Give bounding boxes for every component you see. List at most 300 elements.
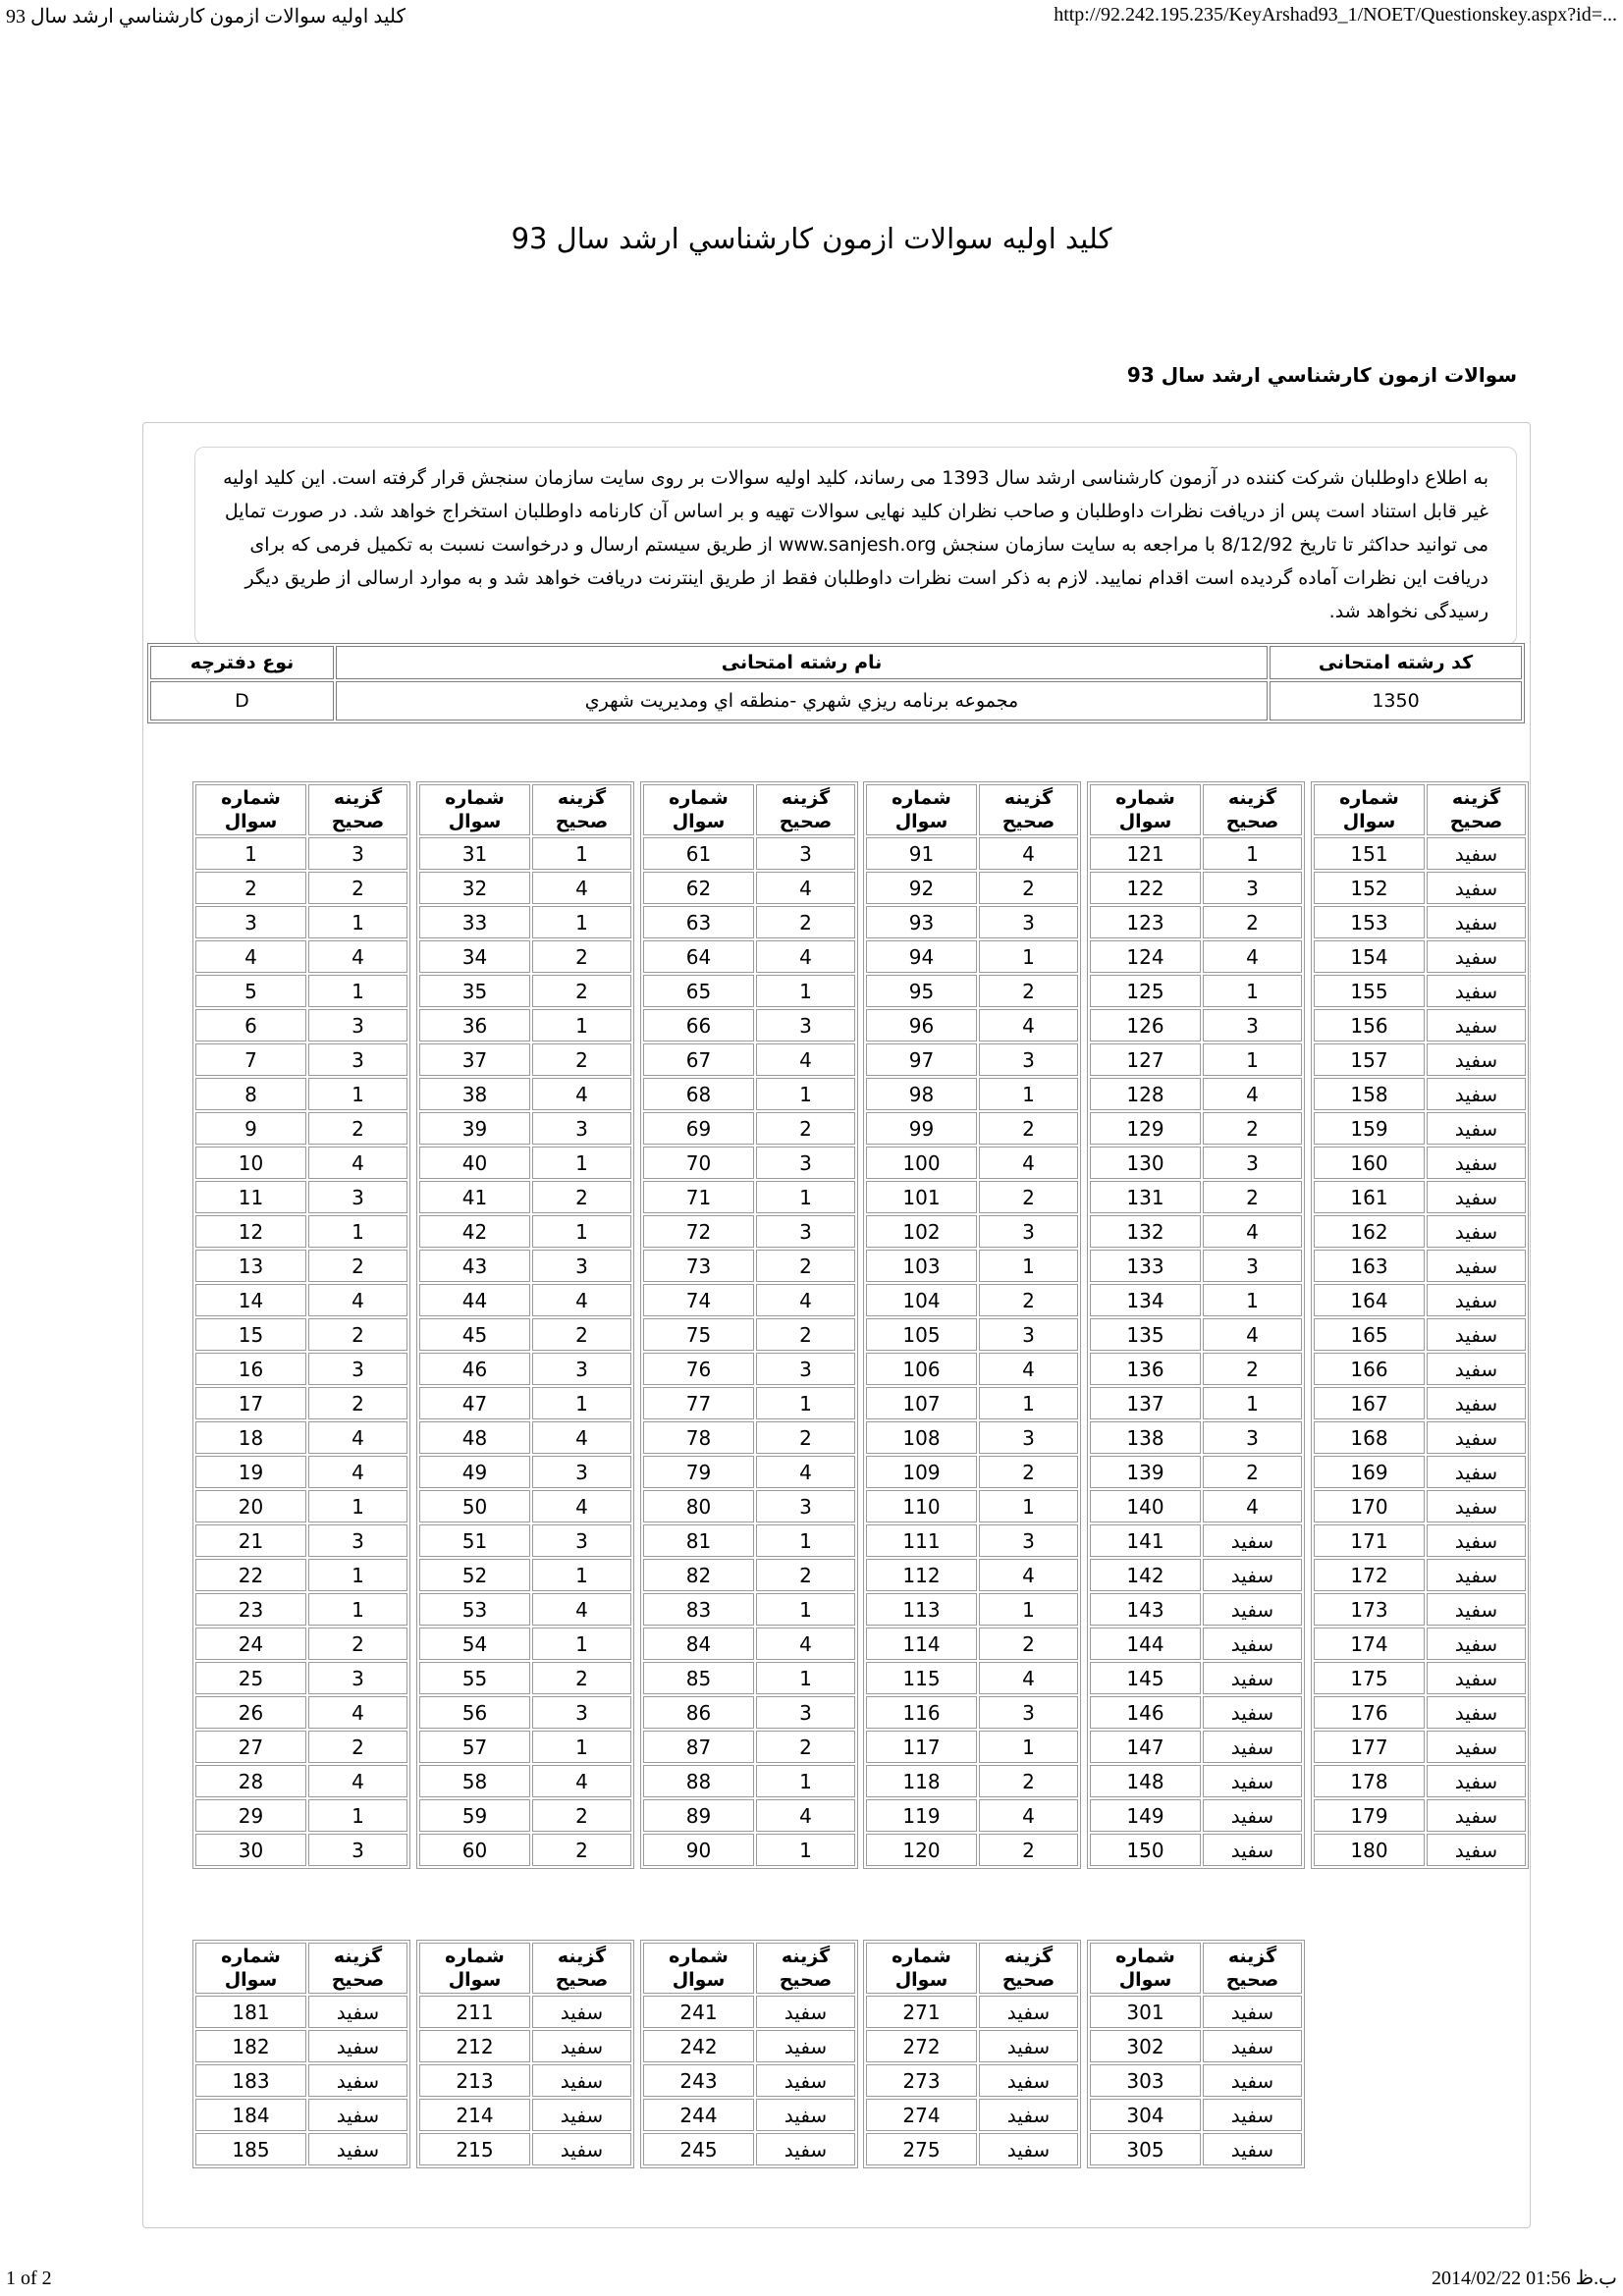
answer-row	[419, 1353, 631, 1385]
question-number-cell: 180	[1314, 1834, 1425, 1866]
answer-row	[1090, 1353, 1302, 1385]
question-number-cell: 60	[419, 1834, 530, 1866]
question-number-cell: 109	[866, 1456, 977, 1488]
correct-option-header-line: گزینه	[781, 1946, 831, 1967]
question-number-cell: 135	[1090, 1318, 1201, 1351]
correct-option-header-line: صحیح	[1001, 811, 1055, 832]
page-title: کلید اولیه سوالات ازمون کارشناسي ارشد سال 93	[511, 222, 1112, 255]
answer-row	[1314, 1387, 1526, 1419]
exam-info-header-row	[150, 646, 1522, 679]
question-number-cell: 69	[643, 1112, 754, 1145]
correct-option-cell: 2	[1203, 1353, 1302, 1385]
question-number-cell: 174	[1314, 1628, 1425, 1660]
correct-option-cell: 1	[756, 1387, 855, 1419]
question-number-cell: 12	[195, 1215, 306, 1248]
answer-row	[195, 1996, 407, 2028]
correct-option-cell: سفید	[532, 2030, 631, 2062]
correct-option-cell: سفید	[308, 2064, 407, 2097]
correct-option-cell: سفید	[1427, 1765, 1526, 1797]
answer-row	[1090, 1078, 1302, 1110]
answer-row	[866, 1284, 1078, 1316]
answer-row	[419, 1181, 631, 1213]
correct-option-cell: سفید	[1427, 1043, 1526, 1076]
answer-row	[866, 1799, 1078, 1832]
answer-row	[643, 1731, 855, 1763]
question-number-cell: 175	[1314, 1662, 1425, 1694]
exam-code-header: کد رشته امتحانی	[1270, 646, 1522, 679]
correct-option-header-line: صحیح	[1001, 1969, 1055, 1991]
answer-row	[866, 2030, 1078, 2062]
correct-option-cell: 2	[1203, 1456, 1302, 1488]
correct-option-cell: 2	[756, 1250, 855, 1282]
correct-option-cell: سفید	[1427, 1421, 1526, 1454]
answer-row	[1090, 1421, 1302, 1454]
question-number-cell: 213	[419, 2064, 530, 2097]
question-number-cell: 59	[419, 1799, 530, 1832]
question-number-cell: 25	[195, 1662, 306, 1694]
correct-option-cell: 2	[532, 1799, 631, 1832]
answer-row	[419, 1524, 631, 1557]
correct-option-cell: 3	[1203, 872, 1302, 904]
correct-option-header-line: صحیح	[331, 811, 385, 832]
correct-option-cell: سفید	[532, 2099, 631, 2131]
question-number-cell: 17	[195, 1387, 306, 1419]
answer-row	[1090, 1215, 1302, 1248]
question-number-cell: 157	[1314, 1043, 1425, 1076]
answer-table-q1	[192, 781, 410, 1869]
question-number-cell: 141	[1090, 1524, 1201, 1557]
answer-row	[1090, 1799, 1302, 1832]
answer-table-header-row	[1090, 784, 1302, 835]
correct-option-cell: سفید	[756, 2099, 855, 2131]
question-number-cell: 87	[643, 1731, 754, 1763]
answer-row	[866, 1421, 1078, 1454]
answer-row	[195, 2064, 407, 2097]
correct-option-cell: 3	[756, 1215, 855, 1248]
answer-row	[419, 2064, 631, 2097]
correct-option-cell: 4	[1203, 1215, 1302, 1248]
correct-option-cell: سفید	[756, 1996, 855, 2028]
answer-row	[195, 1318, 407, 1351]
correct-option-cell: سفید	[1203, 1765, 1302, 1797]
correct-option-cell: 1	[979, 940, 1078, 973]
question-number-cell: 181	[195, 1996, 306, 2028]
question-number-cell: 211	[419, 1996, 530, 2028]
booklet-type-value: D	[150, 681, 334, 721]
correct-option-cell: 4	[532, 1490, 631, 1522]
answer-row	[1314, 906, 1526, 938]
question-number-cell: 147	[1090, 1731, 1201, 1763]
question-number-header-line: سوال	[448, 811, 502, 832]
correct-option-cell: سفید	[1427, 1559, 1526, 1591]
answer-row	[643, 1112, 855, 1145]
correct-option-cell: 3	[1203, 1421, 1302, 1454]
question-number-header	[195, 784, 306, 835]
answer-row	[866, 2099, 1078, 2131]
correct-option-cell: 3	[979, 1696, 1078, 1729]
question-number-cell: 305	[1090, 2133, 1201, 2165]
answer-row	[643, 2030, 855, 2062]
question-number-cell: 75	[643, 1318, 754, 1351]
correct-option-header-line: صحیح	[1449, 811, 1503, 832]
correct-option-cell: 3	[532, 1456, 631, 1488]
question-number-cell: 20	[195, 1490, 306, 1522]
answer-row	[1314, 1250, 1526, 1282]
correct-option-cell: 3	[308, 1662, 407, 1694]
answer-row	[1314, 1662, 1526, 1694]
correct-option-cell: 4	[532, 1284, 631, 1316]
answer-row	[866, 1996, 1078, 2028]
answer-row	[419, 1834, 631, 1866]
print-header-url: http://92.242.195.235/KeyArshad93_1/NOET/Questionskey.aspx?id=...	[1054, 4, 1617, 26]
correct-option-cell: 4	[532, 1765, 631, 1797]
correct-option-cell: 3	[532, 1112, 631, 1145]
question-number-cell: 57	[419, 1731, 530, 1763]
question-number-cell: 179	[1314, 1799, 1425, 1832]
answer-row	[195, 1043, 407, 1076]
question-number-cell: 169	[1314, 1456, 1425, 1488]
correct-option-cell: سفید	[1427, 1490, 1526, 1522]
correct-option-cell: 3	[532, 1696, 631, 1729]
question-number-cell: 93	[866, 906, 977, 938]
question-number-header	[1090, 1943, 1201, 1994]
question-number-cell: 35	[419, 975, 530, 1007]
question-number-header-line: شماره	[445, 787, 505, 809]
answer-table-q241	[640, 1940, 858, 2168]
question-number-cell: 184	[195, 2099, 306, 2131]
question-number-header-line: سوال	[1118, 1969, 1172, 1991]
answer-row	[1314, 1318, 1526, 1351]
question-number-cell: 64	[643, 940, 754, 973]
answer-row	[195, 2099, 407, 2131]
booklet-type-header: نوع دفترچه	[150, 646, 334, 679]
correct-option-cell: 2	[308, 1318, 407, 1351]
correct-option-cell: 4	[308, 1421, 407, 1454]
answer-row	[866, 975, 1078, 1007]
correct-option-cell: 1	[1203, 1284, 1302, 1316]
correct-option-cell: 3	[308, 1009, 407, 1041]
print-header-document-title: کلید اولیه سوالات ازمون کارشناسي ارشد سال 93	[6, 6, 406, 27]
correct-option-cell: سفید	[756, 2030, 855, 2062]
answer-row	[1314, 1043, 1526, 1076]
answer-row	[195, 1490, 407, 1522]
correct-option-cell: 1	[308, 1593, 407, 1626]
question-number-cell: 26	[195, 1696, 306, 1729]
correct-option-cell: سفید	[1427, 1215, 1526, 1248]
question-number-cell: 146	[1090, 1696, 1201, 1729]
question-number-cell: 15	[195, 1318, 306, 1351]
question-number-cell: 138	[1090, 1421, 1201, 1454]
answer-row	[866, 1078, 1078, 1110]
answer-row	[195, 1662, 407, 1694]
question-number-cell: 271	[866, 1996, 977, 2028]
question-number-cell: 8	[195, 1078, 306, 1110]
answer-row	[195, 2030, 407, 2062]
answer-row	[866, 2133, 1078, 2165]
question-number-cell: 29	[195, 1799, 306, 1832]
correct-option-cell: 1	[532, 1731, 631, 1763]
correct-option-cell: 2	[979, 1765, 1078, 1797]
question-number-cell: 71	[643, 1181, 754, 1213]
answer-row	[419, 1387, 631, 1419]
question-number-cell: 30	[195, 1834, 306, 1866]
correct-option-header-line: صحیح	[331, 1969, 385, 1991]
exam-name-value: مجموعه برنامه ريزي شهري -منطقه اي ومديريت شهري	[336, 681, 1268, 721]
answer-row	[1090, 1250, 1302, 1282]
answer-table-header-row	[195, 1943, 407, 1994]
answer-row	[866, 1731, 1078, 1763]
content-panel	[142, 422, 1531, 2228]
question-number-header-line: شماره	[445, 1946, 505, 1967]
question-number-cell: 126	[1090, 1009, 1201, 1041]
correct-option-header-line: گزینه	[333, 1946, 383, 1967]
correct-option-cell: 1	[979, 1250, 1078, 1282]
question-number-cell: 156	[1314, 1009, 1425, 1041]
question-number-cell: 40	[419, 1147, 530, 1179]
question-number-cell: 161	[1314, 1181, 1425, 1213]
question-number-cell: 91	[866, 837, 977, 870]
answer-row	[643, 1387, 855, 1419]
question-number-cell: 177	[1314, 1731, 1425, 1763]
notice-box	[194, 447, 1517, 645]
correct-option-cell: 4	[308, 1765, 407, 1797]
answer-table-header-row	[643, 1943, 855, 1994]
answer-row	[643, 975, 855, 1007]
answer-row	[1314, 1147, 1526, 1179]
question-number-cell: 106	[866, 1353, 977, 1385]
answer-row	[643, 1524, 855, 1557]
question-number-cell: 51	[419, 1524, 530, 1557]
question-number-cell: 90	[643, 1834, 754, 1866]
answer-row	[866, 1147, 1078, 1179]
answer-row	[195, 1696, 407, 1729]
question-number-cell: 53	[419, 1593, 530, 1626]
correct-option-cell: 1	[532, 1628, 631, 1660]
question-number-cell: 111	[866, 1524, 977, 1557]
answer-row	[866, 1593, 1078, 1626]
answer-row	[419, 1250, 631, 1282]
correct-option-cell: 1	[979, 1593, 1078, 1626]
answer-table-q301	[1087, 1940, 1305, 2168]
answer-row	[195, 975, 407, 1007]
correct-option-cell: سفید	[979, 1996, 1078, 2028]
answer-row	[643, 1593, 855, 1626]
answer-row	[419, 1043, 631, 1076]
question-number-cell: 304	[1090, 2099, 1201, 2131]
answer-row	[419, 1765, 631, 1797]
answer-row	[1314, 1078, 1526, 1110]
answer-row	[195, 837, 407, 870]
question-number-cell: 185	[195, 2133, 306, 2165]
answer-row	[195, 1593, 407, 1626]
question-number-cell: 32	[419, 872, 530, 904]
correct-option-cell: 1	[756, 1834, 855, 1866]
answer-row	[419, 1421, 631, 1454]
question-number-header-line: سوال	[224, 811, 278, 832]
question-number-cell: 19	[195, 1456, 306, 1488]
question-number-cell: 81	[643, 1524, 754, 1557]
answer-row	[195, 1215, 407, 1248]
answer-table-header-row	[866, 784, 1078, 835]
correct-option-header	[308, 1943, 407, 1994]
correct-option-cell: 3	[979, 906, 1078, 938]
correct-option-cell: 1	[308, 1215, 407, 1248]
question-number-cell: 52	[419, 1559, 530, 1591]
answer-row	[866, 1112, 1078, 1145]
question-number-cell: 88	[643, 1765, 754, 1797]
correct-option-header-line: صحیح	[555, 811, 609, 832]
correct-option-cell: 1	[308, 1490, 407, 1522]
answer-row	[1090, 1181, 1302, 1213]
correct-option-cell: 2	[532, 1662, 631, 1694]
answer-row	[866, 837, 1078, 870]
answer-row	[419, 1996, 631, 2028]
correct-option-cell: سفید	[532, 2133, 631, 2165]
question-number-cell: 105	[866, 1318, 977, 1351]
correct-option-cell: 1	[979, 1731, 1078, 1763]
question-number-header	[866, 784, 977, 835]
answer-row	[643, 2133, 855, 2165]
question-number-cell: 34	[419, 940, 530, 973]
correct-option-cell: سفید	[1427, 1593, 1526, 1626]
correct-option-cell: سفید	[1203, 2030, 1302, 2062]
question-number-cell: 89	[643, 1799, 754, 1832]
correct-option-header-line: صحیح	[1225, 811, 1279, 832]
correct-option-cell: سفید	[1203, 2064, 1302, 2097]
correct-option-cell: سفید	[1427, 1799, 1526, 1832]
correct-option-cell: 3	[532, 1250, 631, 1282]
answer-row	[643, 1215, 855, 1248]
answer-row	[1314, 1421, 1526, 1454]
correct-option-cell: سفید	[1427, 1147, 1526, 1179]
correct-option-cell: 2	[1203, 1181, 1302, 1213]
correct-option-cell: 4	[308, 1284, 407, 1316]
correct-option-cell: 4	[532, 1421, 631, 1454]
question-number-cell: 47	[419, 1387, 530, 1419]
answer-row	[1314, 1181, 1526, 1213]
question-number-cell: 118	[866, 1765, 977, 1797]
answer-row	[195, 1524, 407, 1557]
correct-option-cell: 4	[979, 1147, 1078, 1179]
question-number-cell: 140	[1090, 1490, 1201, 1522]
correct-option-cell: 4	[756, 940, 855, 973]
question-number-cell: 63	[643, 906, 754, 938]
question-number-cell: 7	[195, 1043, 306, 1076]
answer-row	[1090, 1593, 1302, 1626]
question-number-cell: 142	[1090, 1559, 1201, 1591]
answer-row	[866, 1181, 1078, 1213]
answer-table-header-row	[1314, 784, 1526, 835]
correct-option-cell: 2	[308, 1112, 407, 1145]
question-number-cell: 92	[866, 872, 977, 904]
correct-option-cell: 2	[532, 1834, 631, 1866]
question-number-cell: 99	[866, 1112, 977, 1145]
question-number-cell: 272	[866, 2030, 977, 2062]
question-number-cell: 123	[1090, 906, 1201, 938]
correct-option-cell: 3	[756, 1147, 855, 1179]
question-number-cell: 165	[1314, 1318, 1425, 1351]
correct-option-cell: 2	[308, 1628, 407, 1660]
answer-row	[1090, 2099, 1302, 2131]
answer-row	[195, 1112, 407, 1145]
answer-row	[643, 1009, 855, 1041]
correct-option-cell: 4	[756, 1799, 855, 1832]
question-number-cell: 76	[643, 1353, 754, 1385]
answer-row	[1090, 1662, 1302, 1694]
answer-row	[866, 1009, 1078, 1041]
answer-row	[643, 1490, 855, 1522]
correct-option-cell: 1	[532, 1215, 631, 1248]
correct-option-cell: 2	[756, 1559, 855, 1591]
correct-option-header-line: گزینه	[1003, 1946, 1054, 1967]
answer-row	[419, 1318, 631, 1351]
question-number-cell: 14	[195, 1284, 306, 1316]
answer-row	[195, 1387, 407, 1419]
question-number-header	[419, 784, 530, 835]
answer-row	[1090, 975, 1302, 1007]
question-number-cell: 136	[1090, 1353, 1201, 1385]
answer-row	[1090, 1696, 1302, 1729]
correct-option-cell: 4	[532, 1078, 631, 1110]
question-number-cell: 4	[195, 940, 306, 973]
answer-row	[1090, 1765, 1302, 1797]
question-number-cell: 85	[643, 1662, 754, 1694]
answer-row	[419, 975, 631, 1007]
question-number-cell: 103	[866, 1250, 977, 1282]
question-number-cell: 183	[195, 2064, 306, 2097]
answer-table-q61	[640, 781, 858, 1869]
answer-row	[1090, 1284, 1302, 1316]
notice-paragraph: به اطلاع داوطلبان شرکت کننده در آزمون کارشناسی ارشد سال 1393 می رساند، کلید اولیه سوالات بر روی سایت سازمان سنجش قرار گرفته است. این کلید اولیه غیر قابل استناد است پس از دریافت نظرات داوطلبان و صاحب نظران کلید نهایی سوالات تهیه و بر اساس آن کارنامه داوطلبان استخراج خواهد شد. در صورت تمایل می توانید حداکثر تا تاریخ 8/12/92 با مراجعه به سایت سازمان سنجش www.sanjesh.org از طریق سیستم ارسال و درخواست نسبت به تکمیل فرمی که برای دریافت این نظرات آماده گردیده است اقدام نمایید. لازم به ذکر است نظرات داوطلبان فقط از طریق اینترنت دریافت خواهد شد و به موارد ارسالی از طریق دیگر رسیدگی نخواهد شد.	[223, 467, 1488, 622]
question-number-header-line: سوال	[224, 1969, 278, 1991]
correct-option-cell: 1	[756, 1593, 855, 1626]
correct-option-cell: 3	[532, 1524, 631, 1557]
answer-row	[195, 906, 407, 938]
correct-option-cell: سفید	[532, 1996, 631, 2028]
correct-option-cell: سفید	[979, 2030, 1078, 2062]
question-number-header	[1090, 784, 1201, 835]
question-number-cell: 16	[195, 1353, 306, 1385]
answer-row	[866, 1834, 1078, 1866]
answer-row	[1090, 2030, 1302, 2062]
question-number-header-line: شماره	[892, 1946, 951, 1967]
question-number-cell: 110	[866, 1490, 977, 1522]
question-number-cell: 28	[195, 1765, 306, 1797]
correct-option-cell: 1	[308, 906, 407, 938]
question-number-cell: 153	[1314, 906, 1425, 938]
question-number-cell: 163	[1314, 1250, 1425, 1282]
correct-option-cell: 1	[979, 1387, 1078, 1419]
correct-option-cell: سفید	[308, 2030, 407, 2062]
question-number-cell: 42	[419, 1215, 530, 1248]
answer-row	[1090, 1490, 1302, 1522]
question-number-header-line: شماره	[221, 787, 281, 809]
correct-option-cell: سفید	[1427, 1318, 1526, 1351]
correct-option-cell: 2	[979, 1834, 1078, 1866]
correct-option-cell: 2	[979, 1181, 1078, 1213]
question-number-cell: 130	[1090, 1147, 1201, 1179]
correct-option-cell: 1	[756, 1181, 855, 1213]
correct-option-cell: سفید	[979, 2099, 1078, 2131]
question-number-cell: 54	[419, 1628, 530, 1660]
answer-row	[1314, 1524, 1526, 1557]
question-number-header	[643, 1943, 754, 1994]
correct-option-cell: سفید	[1203, 1628, 1302, 1660]
answer-row	[866, 1765, 1078, 1797]
correct-option-cell: 1	[1203, 1043, 1302, 1076]
answer-row	[195, 1009, 407, 1041]
answer-row	[643, 1353, 855, 1385]
